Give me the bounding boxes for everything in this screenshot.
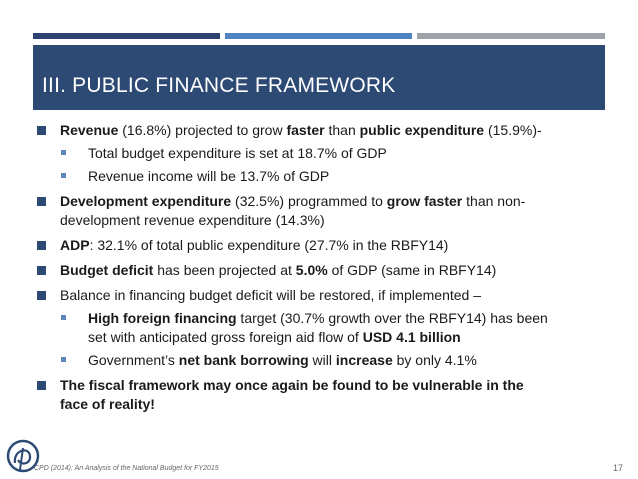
emphasis-text: High foreign financing bbox=[88, 310, 237, 326]
text-run: (32.5%) programmed to bbox=[231, 193, 387, 209]
square-bullet-icon bbox=[37, 381, 46, 390]
top-accent-bars bbox=[33, 33, 605, 39]
text-run: (15.9%)- bbox=[484, 122, 542, 138]
text-run: development revenue expenditure (14.3%) bbox=[60, 212, 325, 228]
small-square-bullet-icon bbox=[61, 173, 66, 178]
accent-bar-gray bbox=[417, 33, 605, 39]
small-square-bullet-icon bbox=[61, 315, 66, 320]
emphasis-text: Revenue bbox=[60, 122, 119, 138]
bullet-text-line bbox=[88, 351, 609, 370]
text-run: : 32.1% of total public expenditure (27.7% in the RBFY14) bbox=[89, 237, 449, 253]
text-run: target (30.7% growth over the RBFY14) has been bbox=[236, 310, 548, 326]
text-run: Revenue income will be 13.7% of GDP bbox=[88, 168, 330, 184]
text-run: than bbox=[324, 122, 360, 138]
text-run: Government’s bbox=[88, 352, 179, 368]
bullet-item bbox=[34, 376, 609, 414]
emphasis-text: grow faster bbox=[386, 193, 463, 209]
small-square-bullet-icon bbox=[61, 150, 66, 155]
bullet-text-line bbox=[60, 121, 609, 140]
sub-bullet-item bbox=[34, 309, 609, 347]
bullet-text-line bbox=[60, 286, 609, 305]
text-run: by only 4.1% bbox=[392, 352, 477, 368]
accent-bar-blue bbox=[225, 33, 412, 39]
sub-bullet-item bbox=[34, 167, 609, 186]
emphasis-text: Development expenditure bbox=[60, 193, 232, 209]
bullet-list bbox=[34, 121, 609, 414]
text-run: set with anticipated gross foreign aid flow of bbox=[88, 329, 363, 345]
bullet-item bbox=[34, 192, 609, 230]
bullet-text-line bbox=[60, 236, 609, 255]
title-bar bbox=[33, 45, 605, 110]
emphasis-text: ADP bbox=[60, 237, 90, 253]
text-run: has been projected at bbox=[153, 262, 296, 278]
bullet-text-line bbox=[88, 144, 609, 163]
small-square-bullet-icon bbox=[61, 357, 66, 362]
accent-bar-dark bbox=[33, 33, 220, 39]
text-run: Total budget expenditure is set at 18.7% of GDP bbox=[88, 145, 387, 161]
square-bullet-icon bbox=[37, 266, 46, 275]
bullet-text-line bbox=[60, 395, 609, 414]
square-bullet-icon bbox=[37, 197, 46, 206]
square-bullet-icon bbox=[37, 126, 46, 135]
emphasis-text: increase bbox=[335, 352, 393, 368]
page-number: 17 bbox=[612, 463, 623, 473]
bullet-text-line bbox=[60, 261, 609, 280]
bullet-item bbox=[34, 121, 609, 140]
text-run: Balance in financing budget deficit will be restored, if implemented – bbox=[60, 287, 482, 303]
bullet-text-line bbox=[60, 376, 609, 395]
emphasis-text: Budget deficit bbox=[60, 262, 154, 278]
slide-title: III. PUBLIC FINANCE FRAMEWORK bbox=[42, 74, 396, 97]
text-run: than non- bbox=[462, 193, 526, 209]
bullet-item bbox=[34, 236, 609, 255]
bullet-item bbox=[34, 261, 609, 280]
emphasis-text: faster bbox=[286, 122, 325, 138]
emphasis-text: net bank borrowing bbox=[178, 352, 309, 368]
text-run: (16.8%) projected to grow bbox=[118, 122, 287, 138]
bullet-item bbox=[34, 286, 609, 305]
bullet-text-line bbox=[88, 309, 609, 328]
emphasis-text: USD 4.1 billion bbox=[362, 329, 461, 345]
footer-citation: CPD (2014): An Analysis of the National Budget for FY2015 bbox=[34, 465, 219, 472]
square-bullet-icon bbox=[37, 241, 46, 250]
sub-bullet-item bbox=[34, 351, 609, 370]
text-run: will bbox=[308, 352, 336, 368]
emphasis-text: public expenditure bbox=[359, 122, 485, 138]
bullet-text-line bbox=[60, 192, 609, 211]
sub-bullet-item bbox=[34, 144, 609, 163]
emphasis-text: 5.0% bbox=[295, 262, 328, 278]
square-bullet-icon bbox=[37, 291, 46, 300]
emphasis-text: The fiscal framework may once again be found to be vulnerable in the bbox=[60, 377, 524, 393]
bullet-text-line bbox=[88, 328, 609, 347]
bullet-text-line bbox=[60, 211, 609, 230]
emphasis-text: face of reality! bbox=[60, 396, 155, 412]
text-run: of GDP (same in RBFY14) bbox=[327, 262, 497, 278]
bullet-text-line bbox=[88, 167, 609, 186]
